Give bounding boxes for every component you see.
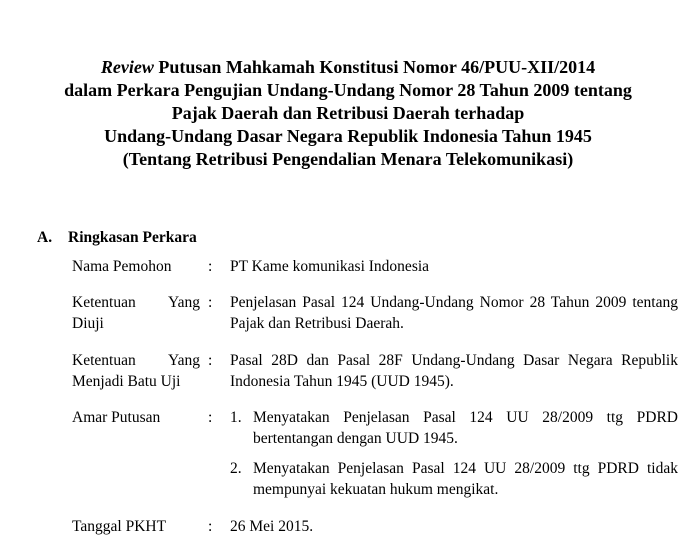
value-nama-pemohon: PT Kame komunikasi Indonesia <box>230 258 430 275</box>
label-amar-putusan: Amar Putusan <box>72 409 161 426</box>
colon: : <box>208 352 213 369</box>
title-line-5: (Tentang Retribusi Pengendalian Menara Telekomunikasi) <box>122 149 574 169</box>
amar-item-text <box>253 407 678 449</box>
amar-item-text <box>253 458 678 500</box>
label-batu-uji-line-2: Menjadi Batu Uji <box>72 373 181 390</box>
amar-item-number: 2. <box>230 460 242 477</box>
title-line-3: Pajak Daerah dan Retribusi Daerah terhadap <box>171 103 525 123</box>
label-tanggal-pkht: Tanggal PKHT <box>72 518 167 535</box>
value-ketentuan-diuji-line-2: Pajak dan Retribusi Daerah. <box>230 315 404 332</box>
value-batu-uji-line-2: Indonesia Tahun 1945 (UUD 1945). <box>230 373 454 390</box>
title-line-1 <box>40 56 656 79</box>
amar-item-line-1: Menyatakan Penjelasan Pasal 124 UU 28/2009 ttg PDRD <box>253 409 678 426</box>
value-ketentuan-diuji-line-1: Penjelasan Pasal 124 Undang-Undang Nomor 28 Tahun 2009 tentang <box>230 294 678 311</box>
amar-item-line-2: bertentangan dengan UUD 1945. <box>253 430 458 447</box>
colon: : <box>208 294 213 311</box>
colon: : <box>208 409 213 426</box>
value-ketentuan-diuji <box>230 292 678 334</box>
label-ketentuan-diuji <box>72 292 200 334</box>
label-ketentuan-diuji-line-2: Diuji <box>72 315 104 332</box>
value-tanggal-pkht: 26 Mei 2015. <box>230 518 314 535</box>
label-nama-pemohon: Nama Pemohon <box>72 258 172 275</box>
label-batu-uji <box>72 350 200 392</box>
label-ketentuan-diuji-line-1: Ketentuan Yang <box>72 294 200 311</box>
title-review-word: Review <box>100 57 154 77</box>
amar-item-line-1: Menyatakan Penjelasan Pasal 124 UU 28/2009 ttg PDRD tidak <box>253 460 678 477</box>
label-batu-uji-line-1: Ketentuan Yang <box>72 352 200 369</box>
value-batu-uji <box>230 350 678 392</box>
colon: : <box>208 258 213 275</box>
amar-item-line-2: mempunyai kekuatan hukum mengikat. <box>253 481 499 498</box>
colon: : <box>208 518 213 535</box>
value-batu-uji-line-1: Pasal 28D dan Pasal 28F Undang-Undang Dasar Negara Republik <box>230 352 678 369</box>
title-line-4: Undang-Undang Dasar Negara Republik Indonesia Tahun 1945 <box>104 126 592 146</box>
section-title: Ringkasan Perkara <box>68 229 197 246</box>
title-line-2: dalam Perkara Pengujian Undang-Undang Nomor 28 Tahun 2009 tentang <box>64 80 632 100</box>
title-line-1-rest: Putusan Mahkamah Konstitusi Nomor 46/PUU-XII/2014 <box>153 57 596 77</box>
section-heading <box>37 228 197 248</box>
section-letter: A. <box>37 229 53 246</box>
document-title <box>40 56 656 171</box>
amar-item-number: 1. <box>230 409 242 426</box>
